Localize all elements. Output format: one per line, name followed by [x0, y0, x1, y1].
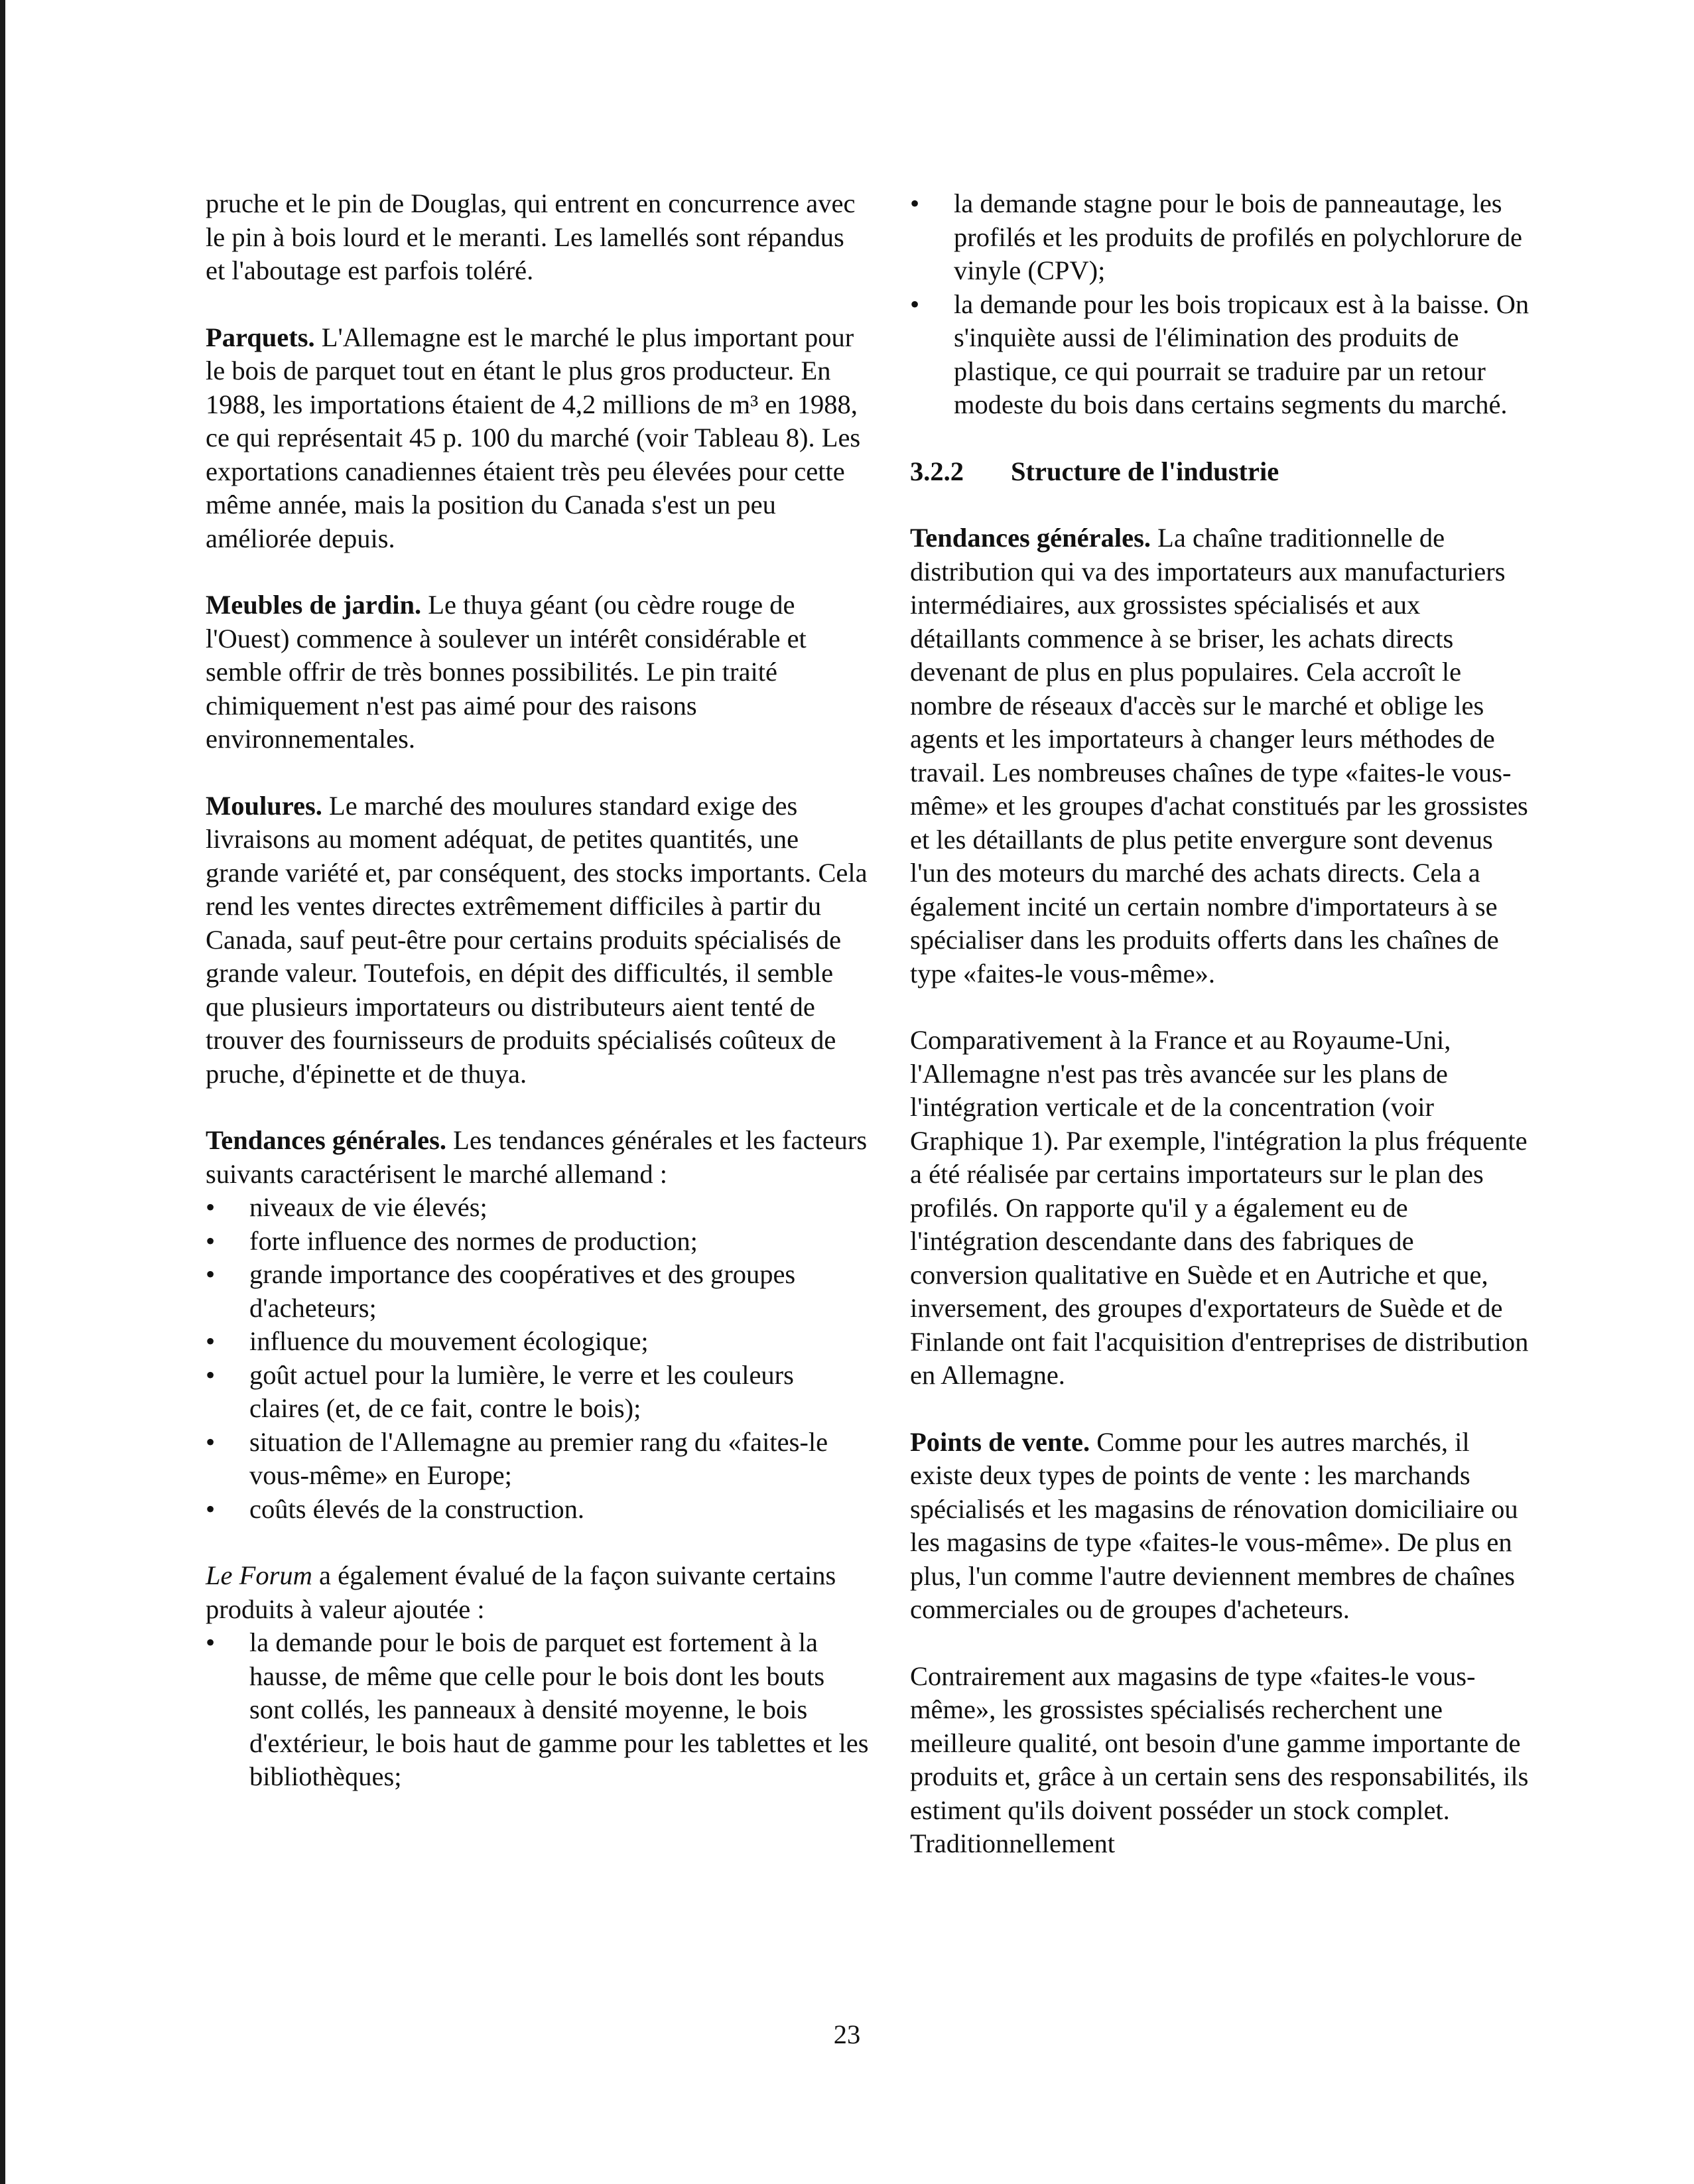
left-column [206, 187, 869, 1827]
forum-list-continued [910, 187, 1533, 422]
list-item: • forte influence des normes de production; [206, 1225, 869, 1259]
contrairement-paragraph: Contrairement aux magasins de type «faites-le vous-même», les grossistes spécialisés recherchent une meilleure qualité, ont besoin d'une gamme importante de produits et, grâce à un certain sens des responsabilités, ils estiment qu'ils doivent posséder un stock complet. Traditionnellement [910, 1661, 1529, 1858]
parquets-text: L'Allemagne est le marché le plus important pour le bois de parquet tout en étant le plus gros producteur. En 1988, les importations étaient de 4,2 millions de m³ en 1988, ce qui représentait 45 p. 100 du marché (voir Tableau 8). Les exportations canadiennes étaient très peu élevées pour cette même année, mais la position du Canada s'est un peu améliorée depuis. [206, 322, 861, 553]
list-item: • grande importance des coopératives et des groupes d'acheteurs; [206, 1258, 869, 1325]
moulures-paragraph [206, 789, 869, 1091]
list-item: • influence du mouvement écologique; [206, 1325, 869, 1359]
list-item: • la demande pour le bois de parquet est fortement à la hausse, de même que celle pour le bois dont les bouts sont collés, les panneaux à densité moyenne, le bois d'extérieur, le bois haut de gamme pour les tablettes et les bibliothèques; [206, 1626, 869, 1794]
list-item: • la demande stagne pour le bois de panneautage, les profilés et les produits de profilés en polychlorure de vinyle (CPV); [910, 187, 1533, 288]
forum-title: Le Forum [206, 1560, 312, 1590]
tendances-structure-text: La chaîne traditionnelle de distribution qui va des importateurs aux manufacturiers intermédiaires, aux grossistes spécialisés et aux détaillants commence à se briser, les achats directs devenant de plus en plus populaires. Cela accroît le nombre de réseaux d'accès sur le marché et oblige les agents et les importateurs à changer leurs méthodes de travail. Les nombreuses chaînes de type «faites-le vous-même» et les groupes d'achat constitués par les grossistes et les détaillants de plus petite envergure sont devenus l'un des moteurs du marché des achats directs. Cela a également incité un certain nombre d'importateurs à se spécialiser dans les produits offerts dans les chaînes de type «faites-le vous-même». [910, 523, 1528, 989]
section-number: 3.2.2 [910, 456, 964, 486]
continuation-paragraph: pruche et le pin de Douglas, qui entrent en concurrence avec le pin à bois lourd et le meranti. Les lamellés sont répandus et l'aboutage est parfois toléré. [206, 188, 856, 285]
forum-list [206, 1626, 869, 1794]
moulures-text: Le marché des moulures standard exige des livraisons au moment adéquat, de petites quantités, une grande variété et, par conséquent, des stocks importants. Cela rend les ventes directes extrêmement difficiles à partir du Canada, sauf peut-être pour certains produits spécialisés de grande valeur. Toutefois, en dépit des difficultés, il semble que plusieurs importateurs ou distributeurs aient tenté de trouver des fournisseurs de produits spécialisés coûteux de pruche, d'épinette et de thuya. [206, 790, 868, 1089]
tendances-structure-paragraph [910, 521, 1533, 990]
scan-left-edge [0, 0, 5, 2184]
meubles-lead: Meubles de jardin. [206, 590, 422, 620]
parquets-paragraph [206, 321, 869, 556]
list-item: • la demande pour les bois tropicaux est à la baisse. On s'inquiète aussi de l'élimination des produits de plastique, ce qui pourrait se traduire par un retour modeste du bois dans certains segments du marché. [910, 288, 1533, 422]
tendances-text: Les tendances générales et les facteurs suivants caractérisent le marché allemand : [206, 1125, 868, 1189]
meubles-text: Le thuya géant (ou cèdre rouge de l'Ouest) commence à soulever un intérêt considérable et semble offrir de très bonnes possibilités. Le pin traité chimiquement n'est pas aimé pour des raisons environnementales. [206, 590, 807, 754]
page-number: 23 [833, 2019, 861, 2049]
list-item: • situation de l'Allemagne au premier rang du «faites-le vous-même» en Europe; [206, 1426, 869, 1493]
list-item: • coûts élevés de la construction. [206, 1493, 869, 1527]
points-de-vente-lead: Points de vente. [910, 1426, 1090, 1457]
points-de-vente-text: Comme pour les autres marchés, il existe deux types de points de vente : les marchands spécialisés et les magasins de rénovation domiciliaire ou les magasins de type «faites-le vous-même». De plus en plus, l'un comme l'autre deviennent membres de chaînes commerciales ou de groupes d'acheteurs. [910, 1426, 1518, 1624]
section-heading [910, 455, 1533, 489]
tendances-list [206, 1191, 869, 1526]
points-de-vente-paragraph [910, 1426, 1533, 1627]
tendances-lead: Tendances générales. [206, 1125, 446, 1155]
comparativement-paragraph: Comparativement à la France et au Royaume-Uni, l'Allemagne n'est pas très avancée sur les plans de l'intégration verticale et de la concentration (voir Graphique 1). Par exemple, l'intégration la plus fréquente a été réalisée par certains importateurs sur le plan des profilés. On rapporte qu'il y a également eu de l'intégration descendante dans des fabriques de conversion qualitative en Suède et en Autriche et que, inversement, des groupes d'exportateurs de Suède et de Finlande ont fait l'acquisition d'entreprises de distribution en Allemagne. [910, 1025, 1529, 1390]
forum-paragraph [206, 1559, 869, 1626]
moulures-lead: Moulures. [206, 790, 322, 821]
right-column [910, 187, 1533, 1894]
forum-text: a également évalué de la façon suivante certains produits à valeur ajoutée : [206, 1560, 836, 1624]
parquets-lead: Parquets. [206, 322, 315, 352]
list-item: • niveaux de vie élevés; [206, 1191, 869, 1225]
list-item: • goût actuel pour la lumière, le verre et les couleurs claires (et, de ce fait, contre le bois); [206, 1359, 869, 1426]
meubles-paragraph [206, 588, 869, 756]
tendances-structure-lead: Tendances générales. [910, 523, 1151, 553]
section-title: Structure de l'industrie [1011, 456, 1279, 486]
tendances-paragraph [206, 1124, 869, 1191]
